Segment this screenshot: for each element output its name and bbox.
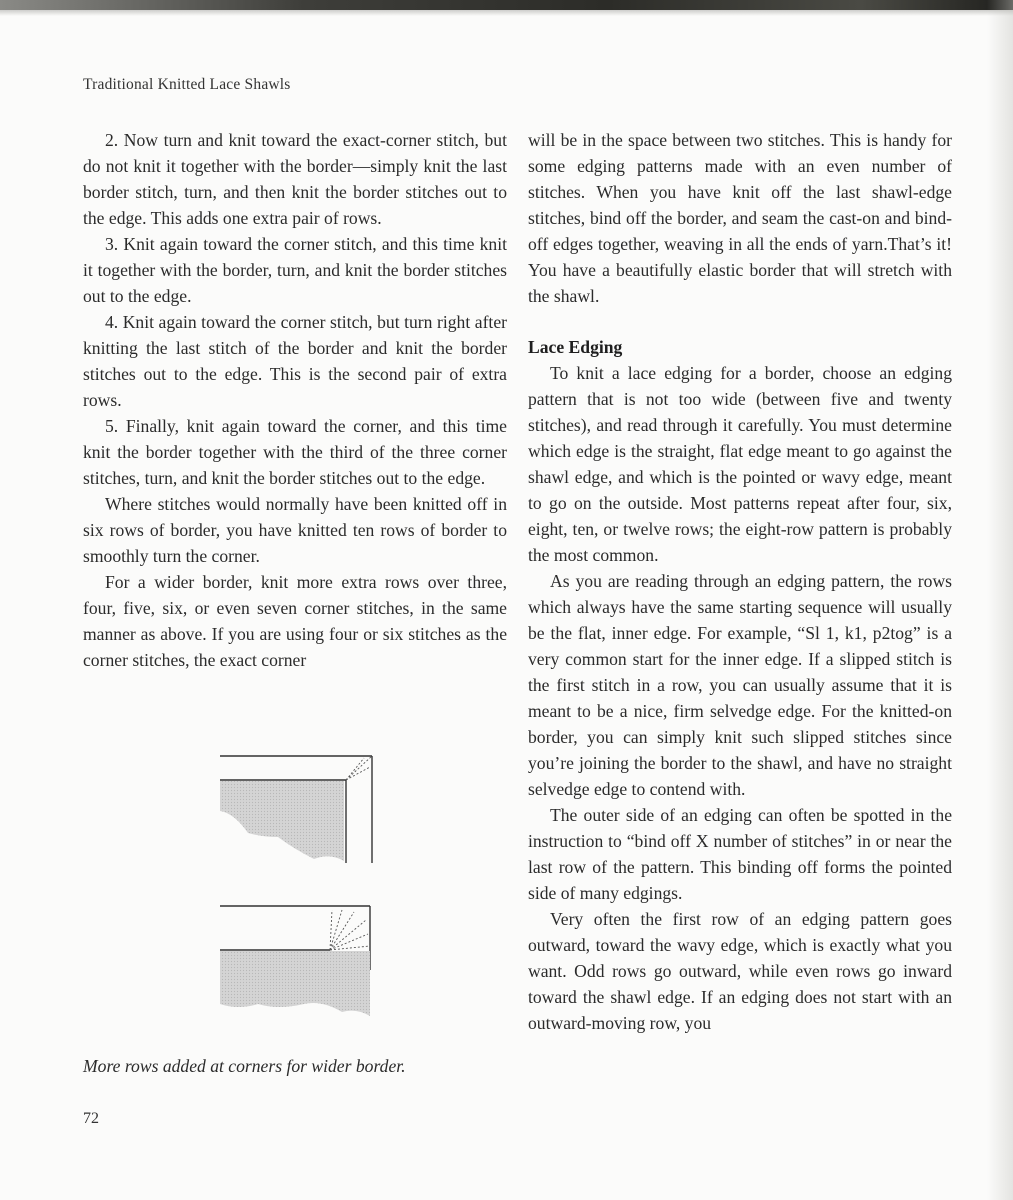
page-top-edge-fade <box>0 10 1013 16</box>
corner-diagram-more-rows <box>218 900 378 1018</box>
paragraph-ten-rows: Where stitches would normally have been knitted off in six rows of border, you have knitted ten rows of border to smoothly turn the corner. <box>83 494 507 566</box>
page-number: 72 <box>83 1110 99 1127</box>
paragraph-choose-edging: To knit a lace edging for a border, choose an edging pattern that is not too wide (between five and twenty stitches), and read through it carefully. You must determine which edge is the straight, flat edge meant to go against the shawl edge, and which is the pointed or wavy edge, meant to go on the outside. Most patterns repeat after four, six, eight, ten, or twelve rows; the eight-row pattern is probably the most common. <box>528 363 952 565</box>
corner-diagram-one-extra-pair <box>218 753 378 863</box>
left-column <box>83 127 507 673</box>
paragraph-step-2: 2. Now turn and knit toward the exact-corner stitch, but do not knit it together with the border—simply knit the last border stitch, turn, and then knit the border stitches out to the edge. This adds one extra pair of rows. <box>83 130 507 228</box>
running-head: Traditional Knitted Lace Shawls <box>83 76 291 93</box>
page-gutter-shadow <box>987 0 1013 1200</box>
figure-caption: More rows added at corners for wider border. <box>83 1056 406 1076</box>
paragraph-step-5: 5. Finally, knit again toward the corner, and this time knit the border together with the third of the three corner stitches, turn, and knit the border stitches out to the edge. <box>83 416 507 488</box>
paragraph-step-3: 3. Knit again toward the corner stitch, and this time knit it together with the border, turn, and knit the border stitches out to the edge. <box>83 234 507 306</box>
section-heading: Lace Edging <box>528 337 623 357</box>
paragraph-continuation: will be in the space between two stitches. This is handy for some edging patterns made with an even number of stitches. When you have knit off the last shawl-edge stitches, bind off the border, and seam the cast-on and bind-off edges together, weaving in all the ends of yarn.That’s it! You have a beautifully elastic border that will stretch with the shawl. <box>528 130 952 306</box>
paragraph-wider-border: For a wider border, knit more extra rows over three, four, five, six, or even seven corner stitches, in the same manner as above. If you are using four or six stitches as the corner stitches, the exact corner <box>83 572 507 670</box>
right-column <box>528 127 952 1036</box>
paragraph-step-4: 4. Knit again toward the corner stitch, but turn right after knitting the last stitch of the border and knit the border stitches out to the edge. This is the second pair of extra rows. <box>83 312 507 410</box>
paragraph-outer-side: The outer side of an edging can often be spotted in the instruction to “bind off X number of stitches” in or near the last row of the pattern. This binding off forms the pointed side of many edgings. <box>528 805 952 903</box>
page-top-edge-shadow <box>0 0 1013 10</box>
paragraph-reading-pattern: As you are reading through an edging pattern, the rows which always have the same starting sequence will usually be the flat, inner edge. For example, “Sl 1, k1, p2tog” is a very common start for the inner edge. If a slipped stitch is the first stitch in a row, you can usually assume that it is meant to be a nice, firm selvedge edge. For the knitted-on border, you can simply knit such slipped stitches since you’re joining the border to the shawl, and have no straight selvedge edge to contend with. <box>528 571 952 799</box>
paragraph-first-row: Very often the first row of an edging pattern goes outward, toward the wavy edge, which is exactly what you want. Odd rows go outward, while even rows go inward toward the shawl edge. If an edging does not start with an outward-moving row, you <box>528 909 952 1033</box>
